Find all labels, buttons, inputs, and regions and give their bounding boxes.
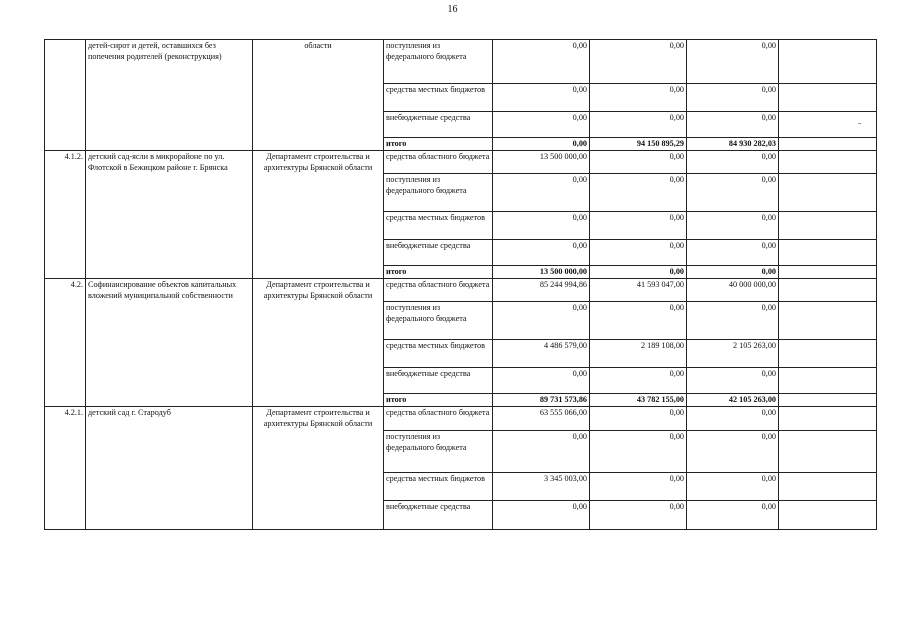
empty-cell xyxy=(779,138,877,151)
amount-2: 0,00 xyxy=(590,40,687,84)
empty-cell xyxy=(779,407,877,431)
item-executor: Департамент строительства и архитектуры Брянской области xyxy=(253,407,384,530)
amount-2: 43 782 155,00 xyxy=(590,394,687,407)
empty-cell xyxy=(779,40,877,84)
amount-2: 0,00 xyxy=(590,473,687,501)
funding-source: средства местных бюджетов xyxy=(384,84,493,112)
amount-2: 94 150 895,29 xyxy=(590,138,687,151)
funding-source: средства областного бюджета xyxy=(384,151,493,174)
empty-cell xyxy=(779,302,877,340)
empty-cell xyxy=(779,84,877,112)
scan-mark xyxy=(858,123,861,124)
funding-source: поступления из федерального бюджета xyxy=(384,174,493,212)
amount-1: 0,00 xyxy=(493,302,590,340)
amount-1: 63 555 066,00 xyxy=(493,407,590,431)
amount-1: 0,00 xyxy=(493,40,590,84)
amount-3: 0,00 xyxy=(687,240,779,266)
amount-2: 0,00 xyxy=(590,431,687,473)
funding-source: итого xyxy=(384,266,493,279)
empty-cell xyxy=(779,174,877,212)
amount-2: 0,00 xyxy=(590,368,687,394)
amount-3: 0,00 xyxy=(687,151,779,174)
item-executor: Департамент строительства и архитектуры Брянской области xyxy=(253,279,384,407)
amount-3: 0,00 xyxy=(687,212,779,240)
empty-cell xyxy=(779,266,877,279)
amount-3: 40 000 000,00 xyxy=(687,279,779,302)
amount-2: 0,00 xyxy=(590,501,687,530)
table-row xyxy=(45,407,877,431)
amount-1: 4 486 579,00 xyxy=(493,340,590,368)
amount-1: 0,00 xyxy=(493,84,590,112)
amount-2: 0,00 xyxy=(590,84,687,112)
item-name: детский сад г. Стародуб xyxy=(86,407,253,530)
table-row xyxy=(45,279,877,302)
funding-source: поступления из федерального бюджета xyxy=(384,302,493,340)
amount-3: 0,00 xyxy=(687,501,779,530)
item-code: 4.1.2. xyxy=(45,151,86,279)
amount-3: 0,00 xyxy=(687,112,779,138)
amount-1: 0,00 xyxy=(493,240,590,266)
amount-3: 0,00 xyxy=(687,368,779,394)
funding-source: внебюджетные средства xyxy=(384,368,493,394)
empty-cell xyxy=(779,501,877,530)
amount-1: 0,00 xyxy=(493,368,590,394)
amount-2: 0,00 xyxy=(590,151,687,174)
empty-cell xyxy=(779,340,877,368)
amount-2: 0,00 xyxy=(590,112,687,138)
amount-2: 0,00 xyxy=(590,212,687,240)
funding-source: средства местных бюджетов xyxy=(384,473,493,501)
amount-3: 0,00 xyxy=(687,302,779,340)
amount-3: 0,00 xyxy=(687,174,779,212)
item-name: детей-сирот и детей, оставшихся без попечения родителей (реконструкция) xyxy=(86,40,253,151)
amount-2: 0,00 xyxy=(590,407,687,431)
funding-source: внебюджетные средства xyxy=(384,112,493,138)
amount-1: 0,00 xyxy=(493,212,590,240)
amount-2: 0,00 xyxy=(590,302,687,340)
item-code xyxy=(45,40,86,151)
amount-3: 2 105 263,00 xyxy=(687,340,779,368)
funding-source: итого xyxy=(384,138,493,151)
amount-1: 13 500 000,00 xyxy=(493,151,590,174)
funding-source: внебюджетные средства xyxy=(384,501,493,530)
amount-2: 0,00 xyxy=(590,240,687,266)
amount-2: 0,00 xyxy=(590,174,687,212)
item-code: 4.2.1. xyxy=(45,407,86,530)
amount-1: 13 500 000,00 xyxy=(493,266,590,279)
table-row xyxy=(45,151,877,174)
amount-1: 3 345 003,00 xyxy=(493,473,590,501)
budget-table xyxy=(44,39,877,530)
empty-cell xyxy=(779,212,877,240)
item-executor: области xyxy=(253,40,384,151)
amount-3: 0,00 xyxy=(687,266,779,279)
amount-1: 0,00 xyxy=(493,501,590,530)
amount-2: 0,00 xyxy=(590,266,687,279)
empty-cell xyxy=(779,431,877,473)
amount-1: 89 731 573,86 xyxy=(493,394,590,407)
funding-source: итого xyxy=(384,394,493,407)
empty-cell xyxy=(779,240,877,266)
page-number: 16 xyxy=(447,4,458,15)
amount-3: 0,00 xyxy=(687,473,779,501)
amount-3: 0,00 xyxy=(687,40,779,84)
amount-1: 0,00 xyxy=(493,138,590,151)
empty-cell xyxy=(779,151,877,174)
amount-1: 0,00 xyxy=(493,431,590,473)
empty-cell xyxy=(779,394,877,407)
empty-cell xyxy=(779,368,877,394)
table-row xyxy=(45,40,877,84)
item-code: 4.2. xyxy=(45,279,86,407)
amount-3: 0,00 xyxy=(687,431,779,473)
empty-cell xyxy=(779,279,877,302)
item-name: детский сад-ясли в микрорайоне по ул. Флотской в Бежицком районе г. Брянска xyxy=(86,151,253,279)
funding-source: средства областного бюджета xyxy=(384,279,493,302)
amount-1: 0,00 xyxy=(493,174,590,212)
empty-cell xyxy=(779,473,877,501)
amount-2: 41 593 047,00 xyxy=(590,279,687,302)
funding-source: поступления из федерального бюджета xyxy=(384,40,493,84)
funding-source: средства местных бюджетов xyxy=(384,212,493,240)
amount-2: 2 189 108,00 xyxy=(590,340,687,368)
empty-cell xyxy=(779,112,877,138)
table-body xyxy=(45,40,877,530)
funding-source: внебюджетные средства xyxy=(384,240,493,266)
amount-3: 42 105 263,00 xyxy=(687,394,779,407)
funding-source: средства местных бюджетов xyxy=(384,340,493,368)
funding-source: средства областного бюджета xyxy=(384,407,493,431)
amount-3: 0,00 xyxy=(687,407,779,431)
funding-source: поступления из федерального бюджета xyxy=(384,431,493,473)
amount-1: 85 244 994,86 xyxy=(493,279,590,302)
amount-3: 84 930 282,03 xyxy=(687,138,779,151)
item-name: Софинансирование объектов капитальных вложений муниципальной собственности xyxy=(86,279,253,407)
amount-3: 0,00 xyxy=(687,84,779,112)
amount-1: 0,00 xyxy=(493,112,590,138)
item-executor: Департамент строительства и архитектуры Брянской области xyxy=(253,151,384,279)
